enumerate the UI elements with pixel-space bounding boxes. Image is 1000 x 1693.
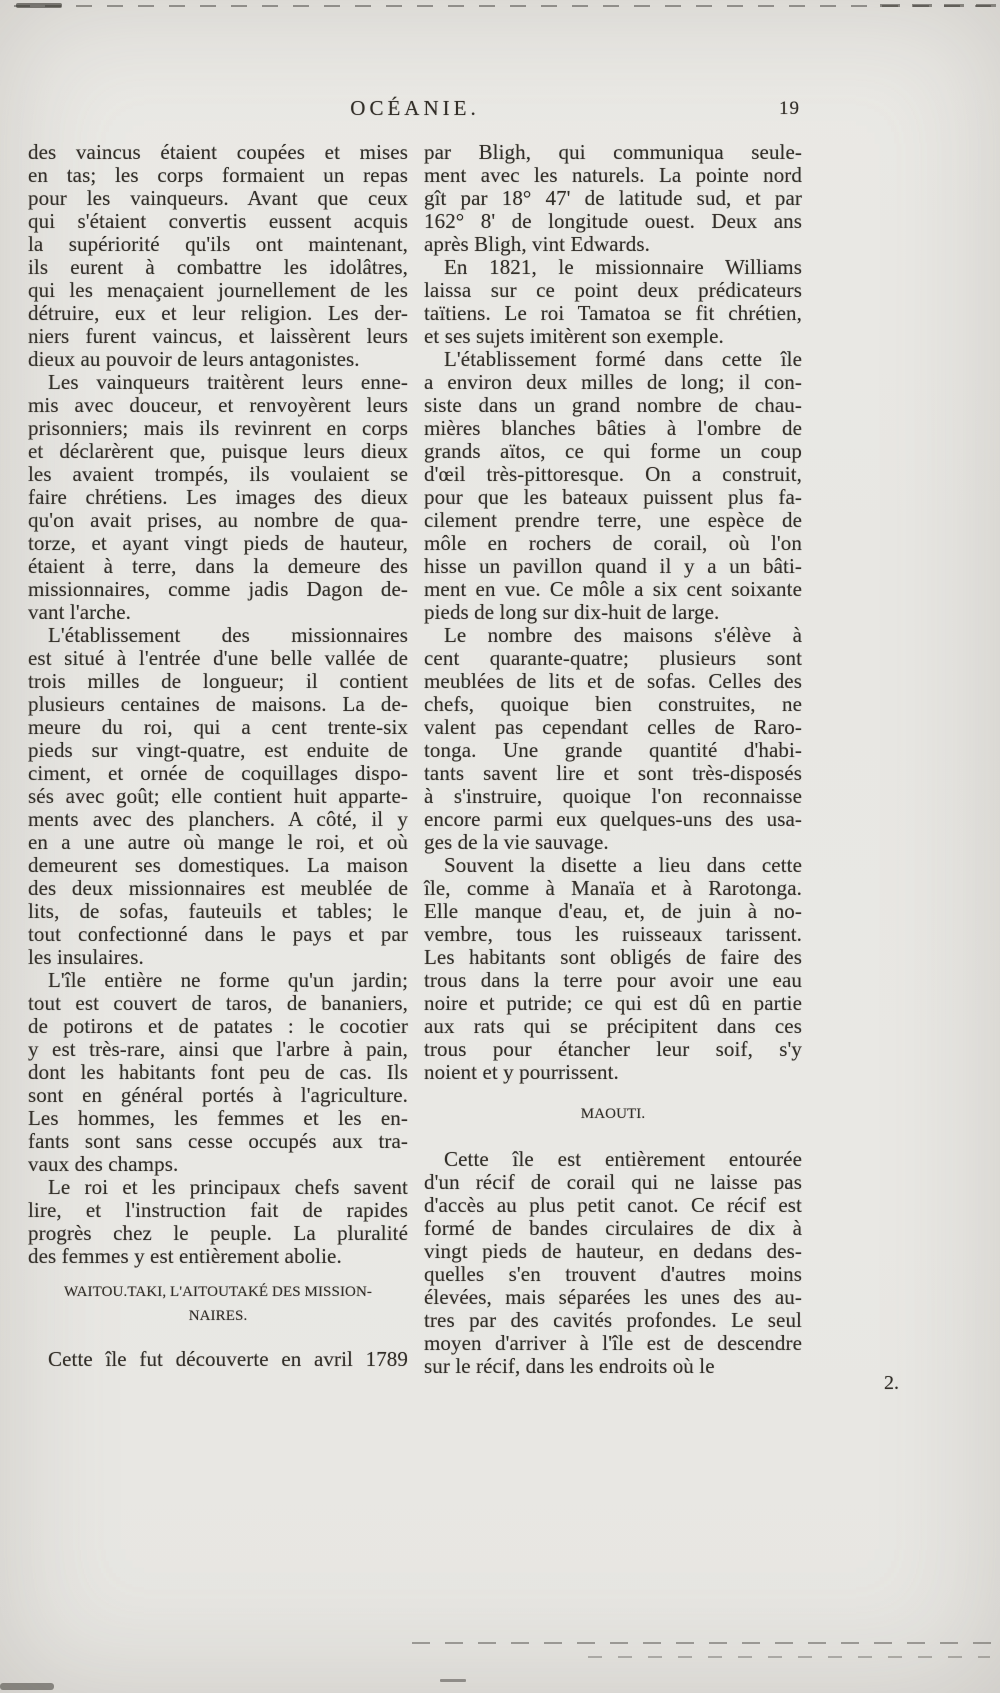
paragraph bbox=[424, 256, 802, 348]
text-line: de potirons et de patates : le cocotier bbox=[28, 1014, 408, 1038]
text-line: d'un récif de corail qui ne laisse pas bbox=[424, 1170, 802, 1194]
text-line: L'établissement des missionnaires bbox=[48, 623, 408, 647]
text-line: sur le récif, dans les endroits où le bbox=[424, 1354, 715, 1378]
text-line: tres par des cavités profondes. Le seul bbox=[424, 1308, 802, 1332]
text-line: Souvent la disette a lieu dans cette bbox=[444, 853, 802, 877]
text-line: tout confectionné dans le pays et par bbox=[28, 922, 408, 946]
text-line: tout est couvert de taros, de bananiers, bbox=[28, 991, 408, 1015]
paragraph-continuation bbox=[28, 141, 408, 371]
text-line: plusieurs centaines de maisons. La de- bbox=[28, 692, 408, 716]
text-line: étaient à terre, dans la demeure des bbox=[28, 554, 408, 578]
text-line: tonga. Une grande quantité d'habi- bbox=[424, 738, 802, 762]
text-line: mis avec douceur, et renvoyèrent leurs bbox=[28, 393, 408, 417]
scan-artifact-bottom-edge-2 bbox=[588, 1656, 990, 1658]
text-line: Les habitants sont obligés de faire des bbox=[424, 945, 802, 969]
text-line: MAOUTI. bbox=[580, 1106, 646, 1122]
text-line: cent quarante-quatre; plusieurs sont bbox=[424, 646, 802, 670]
text-line: fants sont sans cesse occupés aux tra- bbox=[28, 1129, 408, 1153]
paragraph bbox=[28, 969, 408, 1176]
text-line: prisonniers; mais ils revinrent en corps bbox=[28, 416, 408, 440]
scan-artifact-bottom-edge bbox=[412, 1642, 994, 1644]
text-line: gît par 18° 47' de latitude sud, et par bbox=[424, 186, 802, 210]
text-line: dont les habitants font peu de cas. Ils bbox=[28, 1060, 408, 1084]
text-line: sont en général portés à l'agriculture. bbox=[28, 1083, 408, 1107]
text-line: grands aïtos, ce qui forme un coup bbox=[424, 439, 802, 463]
text-line: quelles s'en trouvent d'autres moins bbox=[424, 1262, 802, 1286]
text-line: mières blanches bâties à l'ombre de bbox=[424, 416, 802, 440]
text-line: détruire, eux et leur religion. Les der- bbox=[28, 301, 408, 325]
text-line: pieds de long sur dix-huit de large. bbox=[424, 600, 720, 624]
right-column bbox=[424, 141, 802, 1378]
text-line: lits, de sofas, fauteuils et tables; le bbox=[28, 899, 408, 923]
scan-artifact-top-edge bbox=[14, 5, 1000, 7]
left-column bbox=[28, 141, 408, 1371]
text-line: noient et y pourrissent. bbox=[424, 1060, 619, 1084]
text-line: encore parmi eux quelques-uns des usa- bbox=[424, 807, 802, 831]
text-line: la supériorité qu'ils ont maintenant, bbox=[28, 232, 408, 256]
text-line: ment en vue. Ce môle a six cent soixante bbox=[424, 577, 802, 601]
signature-mark: 2. bbox=[884, 1372, 899, 1394]
text-line: à s'instruire, quoique l'on reconnaisse bbox=[424, 784, 802, 808]
text-line: faire chrétiens. Les images des dieux bbox=[28, 485, 408, 509]
text-line: vingt pieds de hauteur, en dedans des- bbox=[424, 1239, 802, 1263]
paragraph bbox=[424, 624, 802, 854]
text-line: Le roi et les principaux chefs savent bbox=[48, 1175, 408, 1199]
text-line: vaux des champs. bbox=[28, 1152, 179, 1176]
text-line: par Bligh, qui communiqua seule- bbox=[424, 140, 802, 164]
text-line: noire et putride; ce qui est dû en partie bbox=[424, 991, 802, 1015]
text-line: tants savent lire et sont très-disposés bbox=[424, 761, 802, 785]
paragraph bbox=[28, 624, 408, 969]
text-line: les avaient trompés, ils voulaient se bbox=[28, 462, 408, 486]
text-line: L'île entière ne forme qu'un jardin; bbox=[48, 968, 408, 992]
text-line: qu'on avait prises, au nombre de qua- bbox=[28, 508, 408, 532]
text-line: qui les menaçaient journellement de les bbox=[28, 278, 408, 302]
text-line: Cette île fut découverte en avril 1789 bbox=[48, 1347, 408, 1371]
text-line: En 1821, le missionnaire Williams bbox=[444, 255, 802, 279]
paragraph-continuation bbox=[424, 141, 802, 256]
text-line: ment avec les naturels. La pointe nord bbox=[424, 163, 802, 187]
text-line: progrès chez le peuple. La pluralité bbox=[28, 1221, 408, 1245]
text-line: y est très-rare, ainsi que l'arbre à pain, bbox=[28, 1037, 408, 1061]
text-line: WAITOU.TAKI, L'AITOUTAKÉ DES MISSION- bbox=[64, 1284, 372, 1300]
text-line: formé de bandes circulaires de dix à bbox=[424, 1216, 802, 1240]
scan-artifact-dash bbox=[440, 1679, 466, 1682]
running-head bbox=[28, 96, 802, 126]
text-line: Cette île est entièrement entourée bbox=[444, 1147, 802, 1171]
text-line: vant l'arche. bbox=[28, 600, 132, 624]
text-line: Les hommes, les femmes et les en- bbox=[28, 1106, 408, 1130]
text-line: pour les vainqueurs. Avant que ceux bbox=[28, 186, 408, 210]
text-line: d'œil très-pittoresque. On a construit, bbox=[424, 462, 802, 486]
text-line: moyen d'arriver à l'île est de descendre bbox=[424, 1331, 802, 1355]
text-line: cilement prendre terre, une espèce de bbox=[424, 508, 802, 532]
text-line: lire, et l'instruction fait de rapides bbox=[28, 1198, 408, 1222]
paragraph bbox=[28, 1176, 408, 1268]
text-line: meublées de lits et de sofas. Celles des bbox=[424, 669, 802, 693]
text-line: des femmes y est entièrement abolie. bbox=[28, 1244, 342, 1268]
text-line: L'établissement formé dans cette île bbox=[444, 347, 802, 371]
text-line: d'accès au plus petit canot. Ce récif est bbox=[424, 1193, 802, 1217]
text-line: taïtiens. Le roi Tamatoa se fit chrétien, bbox=[424, 301, 802, 325]
text-line: en a une autre où mange le roi, et où bbox=[28, 830, 408, 854]
page-title: OCÉANIE. bbox=[350, 96, 480, 120]
text-line: trois milles de longueur; il contient bbox=[28, 669, 408, 693]
text-line: chefs, quoique bien construites, ne bbox=[424, 692, 802, 716]
text-line: élevées, mais séparées les unes des au- bbox=[424, 1285, 802, 1309]
section-heading-waitoutaki bbox=[28, 1280, 408, 1328]
page-number: 19 bbox=[779, 98, 800, 119]
text-line: a environ deux milles de long; il con- bbox=[424, 370, 802, 394]
text-line: valent pas cependant celles de Raro- bbox=[424, 715, 802, 739]
text-line: 162° 8' de longitude ouest. Deux ans bbox=[424, 209, 802, 233]
text-line: demeurent ses domestiques. La maison bbox=[28, 853, 408, 877]
text-line: aux rats qui se précipitent dans ces bbox=[424, 1014, 802, 1038]
text-line: Elle manque d'eau, et, de juin à no- bbox=[424, 899, 802, 923]
text-line: missionnaires, comme jadis Dagon de- bbox=[28, 577, 408, 601]
text-line: et déclarèrent que, puisque leurs dieux bbox=[28, 439, 408, 463]
text-line: pour que les bateaux puissent plus fa- bbox=[424, 485, 802, 509]
text-line: après Bligh, vint Edwards. bbox=[424, 232, 650, 256]
text-line: qui s'étaient convertis eussent acquis bbox=[28, 209, 408, 233]
text-line: NAIRES. bbox=[188, 1308, 248, 1324]
text-line: Le nombre des maisons s'élève à bbox=[444, 623, 802, 647]
text-line: Les vainqueurs traitèrent leurs enne- bbox=[48, 370, 408, 394]
text-line: ciment, et ornée de coquillages dispo- bbox=[28, 761, 408, 785]
text-line: et ses sujets imitèrent son exemple. bbox=[424, 324, 724, 348]
text-line: trous pour étancher leur soif, s'y bbox=[424, 1037, 802, 1061]
text-line: torze, et ayant vingt pieds de hauteur, bbox=[28, 531, 408, 555]
text-line: ges de la vie sauvage. bbox=[424, 830, 609, 854]
text-line: hisse un pavillon quand il y a un bâti- bbox=[424, 554, 802, 578]
text-line: pieds sur vingt-quatre, est enduite de bbox=[28, 738, 408, 762]
text-line: des vaincus étaient coupées et mises bbox=[28, 140, 408, 164]
text-line: île, comme à Manaïa et à Rarotonga. bbox=[424, 876, 802, 900]
text-line: ils eurent à combattre les idolâtres, bbox=[28, 255, 408, 279]
section-heading-maouti bbox=[424, 1102, 802, 1126]
text-line: les insulaires. bbox=[28, 945, 144, 969]
text-line: dieux au pouvoir de leurs antagonistes. bbox=[28, 347, 360, 371]
text-line: môle en rochers de corail, où l'on bbox=[424, 531, 802, 555]
text-line: niers furent vaincus, et laissèrent leurs bbox=[28, 324, 408, 348]
text-line: des deux missionnaires est meublée de bbox=[28, 876, 408, 900]
text-line: ments avec des planchers. A côté, il y bbox=[28, 807, 408, 831]
paragraph bbox=[424, 1148, 802, 1378]
text-line: sés avec goût; elle contient huit apparte- bbox=[28, 784, 408, 808]
text-line: vembre, tous les ruisseaux tarissent. bbox=[424, 922, 802, 946]
scan-artifact-corner bbox=[0, 1683, 54, 1690]
paragraph bbox=[424, 854, 802, 1084]
paragraph bbox=[28, 371, 408, 624]
paragraph bbox=[424, 348, 802, 624]
text-line: laissa sur ce point deux prédicateurs bbox=[424, 278, 802, 302]
text-line: est situé à l'entrée d'une belle vallée de bbox=[28, 646, 408, 670]
paragraph bbox=[28, 1348, 408, 1371]
text-line: en tas; les corps formaient un repas bbox=[28, 163, 408, 187]
text-line: trous dans la terre pour avoir une eau bbox=[424, 968, 802, 992]
text-line: siste dans un grand nombre de chau- bbox=[424, 393, 802, 417]
text-line: meure du roi, qui a cent trente-six bbox=[28, 715, 408, 739]
